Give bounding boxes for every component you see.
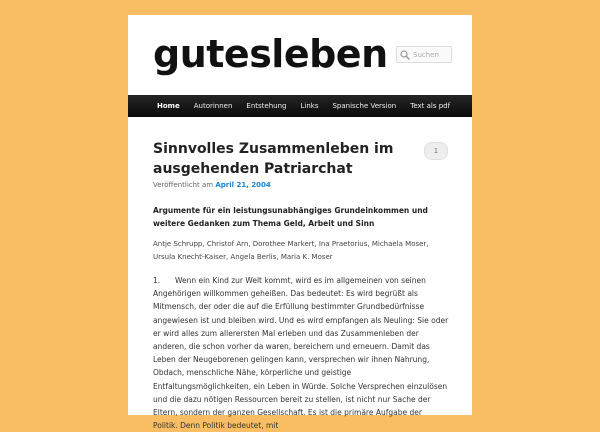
paragraph-number: 1. <box>153 276 161 285</box>
search-icon <box>399 49 411 61</box>
nav-item-autorinnen[interactable]: Autorinnen <box>193 102 233 110</box>
post-title[interactable]: Sinnvolles Zusammenleben im ausgehenden Patriarchat <box>153 141 394 177</box>
nav-item-home[interactable]: Home <box>157 102 180 110</box>
page-container <box>128 15 472 431</box>
post-date-link[interactable]: April 21, 2004 <box>215 181 271 189</box>
post-meta <box>153 181 271 189</box>
post-subtitle: Argumente für ein leistungsunabhängiges Grundeinkommen und weitere Gedanken zum Thema Geld, Arbeit und Sinn <box>153 206 428 228</box>
post-authors: Antje Schrupp, Christof Arn, Dorothee Markert, Ina Praetorius, Michaela Moser, Ursula Knecht-Kaiser, Angela Berlis, Maria K. Moser <box>153 240 429 261</box>
paragraph-text: Wenn ein Kind zur Welt kommt, wird es im allgemeinen von seinen Angehörigen willkommen geheißen. Das bedeutet: Es wird begrüßt als Mitmensch, der oder die auf die Erfüllung bestimmter Grundbedürfnisse angewiesen ist und bleiben wird. Und es wird empfangen als Neuling: Sie oder er wird alles zum allerersten Mal erleben und das Zusammenleben der anderen, die schon vorher da waren, bereichern und erneuern. Damit das Leben der Neugeborenen gelingen kann, versprechen wir ihnen Nahrung, Obdach, menschliche Nähe, körperliche und geistige Entfaltungsmöglichkeiten, ein Leben in Würde. Solche Versprechen einzulösen und die dazu nötigen Ressourcen bereit zu stellen, ist nicht nur Sache der Eltern, sondern der ganzen Gesellschaft. Es ist die primäre Aufgabe der Politik. Denn Politik bedeutet, mit <box>153 276 449 431</box>
nav-item-spanische-version[interactable]: Spanische Version <box>332 102 397 110</box>
nav-item-entstehung[interactable]: Entstehung <box>246 102 287 110</box>
comment-count-badge[interactable]: 1 <box>424 142 448 160</box>
post-meta-prefix: Veröffentlicht am <box>153 181 214 189</box>
search-input[interactable]: Suchen <box>413 50 439 59</box>
post-paragraph <box>153 274 449 432</box>
search-box[interactable] <box>396 46 452 63</box>
nav-item-text-als-pdf[interactable]: Text als pdf <box>410 102 451 110</box>
site-title[interactable]: gutesleben <box>153 32 388 76</box>
main-navigation <box>128 95 472 117</box>
nav-item-links[interactable]: Links <box>300 102 319 110</box>
